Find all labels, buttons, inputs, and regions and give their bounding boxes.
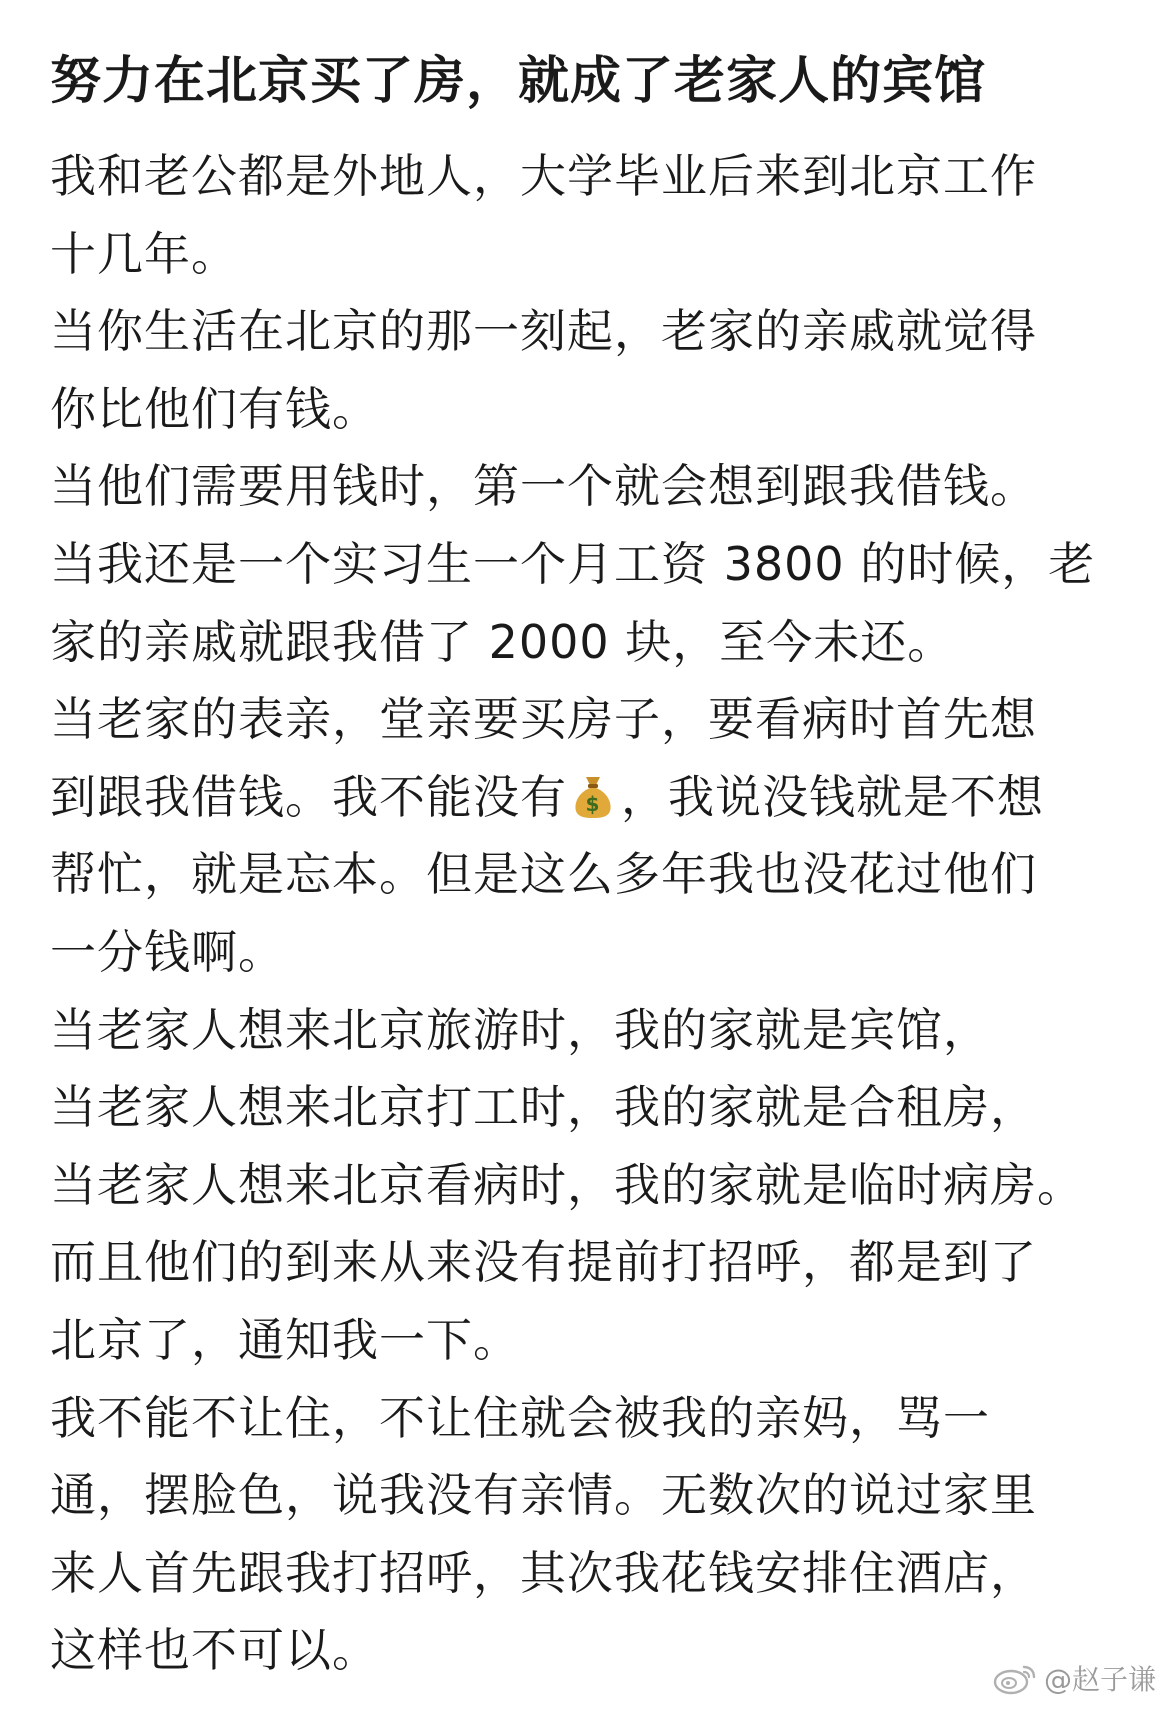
body-line: 一分钱啊。: [50, 924, 285, 979]
svg-text:$: $: [585, 791, 601, 816]
weibo-logo-icon: [992, 1661, 1038, 1695]
body-line: 十几年。: [50, 226, 238, 281]
body-line: 当你生活在北京的那一刻起，老家的亲戚就觉得: [50, 304, 1037, 359]
body-line: 帮忙，就是忘本。但是这么多年我也没花过他们: [50, 847, 1037, 902]
body-line: 我不能不让住，不让住就会被我的亲妈，骂一: [50, 1390, 990, 1445]
body-line: 这样也不可以。: [50, 1623, 379, 1678]
post-body: [50, 138, 1130, 1690]
watermark-username: @赵子谦: [1043, 1663, 1156, 1696]
weibo-watermark: [992, 1658, 1156, 1698]
body-line: 当老家人想来北京看病时，我的家就是临时病房。: [50, 1157, 1084, 1212]
emoji-line-before: 到跟我借钱。我不能没有: [50, 769, 567, 824]
post-title: 努力在北京买了房，就成了老家人的宾馆: [50, 52, 987, 111]
body-line: 北京了，通知我一下。: [50, 1312, 520, 1367]
emoji-line-after: ，我说没钱就是不想: [621, 769, 1044, 824]
body-line: 当老家人想来北京打工时，我的家就是合租房，: [50, 1080, 1037, 1135]
body-line: 家的亲戚就跟我借了 2000 块，至今未还。: [50, 614, 955, 669]
body-line-with-emoji: [50, 759, 1130, 837]
money-bag-icon: [571, 765, 615, 816]
body-line: 当老家的表亲，堂亲要买房子，要看病时首先想: [50, 692, 1037, 747]
body-line: 当老家人想来北京旅游时，我的家就是宾馆，: [50, 1002, 990, 1057]
body-line: 而且他们的到来从来没有提前打招呼，都是到了: [50, 1235, 1037, 1290]
body-line: 通，摆脸色，说我没有亲情。无数次的说过家里: [50, 1468, 1037, 1523]
body-line: 当我还是一个实习生一个月工资 3800 的时候，老: [50, 536, 1096, 591]
body-line: 当他们需要用钱时，第一个就会想到跟我借钱。: [50, 459, 1037, 514]
body-line: 我和老公都是外地人，大学毕业后来到北京工作: [50, 149, 1037, 203]
body-line: 你比他们有钱。: [50, 381, 379, 436]
body-line: 来人首先跟我打招呼，其次我花钱安排住酒店，: [50, 1545, 1037, 1600]
